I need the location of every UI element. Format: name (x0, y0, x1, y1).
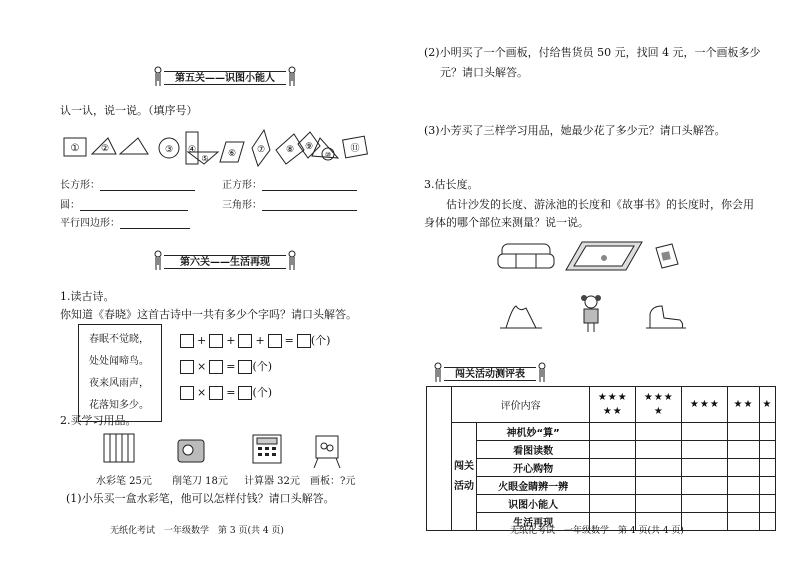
rating-cell[interactable] (682, 441, 728, 459)
rating-item: 开心购物 (477, 459, 590, 477)
svg-text:⑧: ⑧ (285, 145, 295, 155)
sharpener-icon (172, 432, 212, 466)
star-column-3: ★★★ (682, 387, 728, 423)
answer-line[interactable] (100, 190, 195, 191)
answer-box[interactable] (180, 334, 194, 348)
circle-answer-row: 圆： (60, 196, 188, 211)
poem-line: 处处闻啼鸟。 (89, 356, 149, 367)
kid-figure-icon (536, 362, 548, 382)
poem-line: 春眠不觉晓， (89, 334, 149, 345)
rect-answer-row: 长方形： (60, 176, 195, 191)
calculator-icon (250, 432, 284, 466)
rating-cell[interactable] (590, 423, 636, 441)
star-column-4: ★★★ ★ (636, 387, 682, 423)
equation-mul-1: × = (个) (180, 358, 272, 374)
rating-row (427, 441, 776, 459)
rating-cell[interactable] (728, 423, 759, 441)
parallelogram-answer-row: 平行四边形： (60, 214, 190, 229)
star-column-1: ★ (759, 387, 775, 423)
rating-cell[interactable] (759, 423, 775, 441)
star-column-5: ★★★ ★★ (590, 387, 636, 423)
rating-row (427, 459, 776, 477)
q2-title: 2.买学习用品。 (60, 414, 137, 427)
rating-cell[interactable] (682, 495, 728, 513)
rating-cell[interactable] (636, 459, 682, 477)
square-answer-row: 正方形： (222, 176, 357, 191)
foot-step-icon (644, 298, 688, 334)
section5-title: 第五关——识图小能人 (175, 73, 275, 84)
item-drawing-board: 画板：?元 (310, 476, 356, 487)
svg-text:⑥: ⑥ (227, 149, 237, 159)
q2-2-line1: (2)小明买了一个画板，付给售货员 50 元，找回 4 元，一个画板多少 (424, 46, 761, 59)
story-book-icon (652, 240, 680, 272)
rating-cell[interactable] (682, 423, 728, 441)
svg-text:④: ④ (187, 145, 197, 155)
svg-text:③: ③ (164, 145, 174, 155)
svg-text:②: ② (100, 144, 110, 154)
rating-side-label: 闯关活动 (452, 423, 477, 531)
rating-header-row (427, 387, 776, 423)
poem-line: 夜来风雨声， (89, 378, 149, 389)
kid-figure-icon (286, 250, 298, 270)
handspan-icon (496, 298, 546, 334)
rating-cell[interactable] (759, 513, 775, 531)
answer-box[interactable] (268, 334, 282, 348)
rating-item: 火眼金睛辨一辨 (477, 477, 590, 495)
rating-cell[interactable] (590, 441, 636, 459)
rating-cell[interactable] (590, 477, 636, 495)
rating-cell[interactable] (590, 495, 636, 513)
item-calculator: 计算器 32元 (244, 476, 300, 487)
answer-box[interactable] (238, 386, 252, 400)
answer-line[interactable] (262, 210, 357, 211)
answer-box[interactable] (238, 334, 252, 348)
svg-text:⑩: ⑩ (324, 151, 332, 159)
q2-2-line2: 元？请口头解答。 (440, 66, 528, 79)
answer-box[interactable] (209, 386, 223, 400)
rating-cell[interactable] (759, 495, 775, 513)
q2-1-text: (1)小乐买一盒水彩笔，他可以怎样付钱？请口头解答。 (66, 492, 335, 505)
answer-box[interactable] (238, 360, 252, 374)
rating-header-label: 评价内容 (452, 387, 590, 423)
rating-row (427, 477, 776, 495)
rating-table (426, 386, 776, 531)
rating-cell[interactable] (682, 459, 728, 477)
sofa-icon (496, 236, 556, 274)
item-watercolor: 水彩笔 25元 (96, 476, 152, 487)
shape-label: ① (70, 143, 80, 154)
svg-text:⑦: ⑦ (256, 145, 266, 155)
rating-item: 生活再现 (477, 513, 590, 531)
watercolor-pens-icon (100, 430, 140, 466)
rating-cell[interactable] (682, 477, 728, 495)
answer-line[interactable] (80, 210, 188, 211)
rating-cell[interactable] (636, 495, 682, 513)
rating-banner (430, 362, 550, 382)
sec5-instruction: 认一认，说一说。（填序号） (60, 104, 198, 117)
rating-cell[interactable] (728, 459, 759, 477)
answer-box[interactable] (209, 360, 223, 374)
answer-box[interactable] (209, 334, 223, 348)
poem-line: 花落知多少。 (89, 400, 149, 411)
rating-title: 闯关活动测评表 (455, 369, 525, 380)
q2-3-text: (3)小芳买了三样学习用品，她最少花了多少元？请口头解答。 (424, 124, 726, 137)
triangle-answer-row: 三角形： (222, 196, 357, 211)
rating-cell[interactable] (636, 423, 682, 441)
rating-cell[interactable] (682, 513, 728, 531)
svg-text:⑨: ⑨ (304, 142, 314, 152)
child-figure-icon (578, 294, 604, 334)
section5-banner (150, 66, 300, 86)
rating-row (427, 423, 776, 441)
right-page (400, 0, 800, 566)
answer-line[interactable] (120, 228, 190, 229)
rating-item: 识图小能人 (477, 495, 590, 513)
section6-title: 第六关——生活再现 (180, 257, 270, 268)
page-footer: 无纸化考试 一年级数学 第 4 页(共 4 页) (510, 526, 684, 536)
page-footer: 无纸化考试 一年级数学 第 3 页(共 4 页) (110, 526, 284, 536)
rating-cell[interactable] (728, 477, 759, 495)
drawing-board-icon (310, 434, 344, 468)
q3-line2: 身体的哪个部位来测量？说一说。 (424, 216, 589, 229)
rating-item: 神机妙“算” (477, 423, 590, 441)
item-sharpener: 削笔刀 18元 (172, 476, 228, 487)
q3-title: 3.估长度。 (424, 178, 479, 191)
equation-add: + + + = (个) (180, 332, 330, 348)
answer-line[interactable] (262, 190, 357, 191)
rating-cell[interactable] (759, 459, 775, 477)
shapes-row (58, 124, 378, 172)
rating-cell[interactable] (728, 441, 759, 459)
rating-cell[interactable] (759, 441, 775, 459)
svg-text:⑪: ⑪ (350, 144, 360, 154)
rating-cell[interactable] (728, 513, 759, 531)
rating-cell[interactable] (590, 459, 636, 477)
swimming-pool-icon (562, 236, 646, 276)
svg-text:⑤: ⑤ (201, 154, 209, 163)
poem-box (78, 324, 162, 422)
star-column-2: ★★ (728, 387, 759, 423)
answer-box[interactable] (180, 360, 194, 374)
rating-cell[interactable] (759, 477, 775, 495)
kid-figure-icon (286, 66, 298, 86)
answer-box[interactable] (180, 386, 194, 400)
rating-cell[interactable] (636, 441, 682, 459)
q1-title: 1.读古诗。 (60, 290, 115, 303)
rating-cell[interactable] (728, 495, 759, 513)
answer-box[interactable] (297, 334, 311, 348)
rating-side-cell (427, 387, 452, 531)
section6-banner (150, 250, 300, 270)
q3-line1: 估计沙发的长度、游泳池的长度和《故事书》的长度时，你会用 (446, 198, 754, 211)
equation-mul-2: × = (个) (180, 384, 272, 400)
rating-item: 看图读数 (477, 441, 590, 459)
q1-text: 你知道《春晓》这首古诗中一共有多少个字吗？请口头解答。 (60, 308, 357, 321)
rating-row (427, 495, 776, 513)
rating-cell[interactable] (636, 477, 682, 495)
